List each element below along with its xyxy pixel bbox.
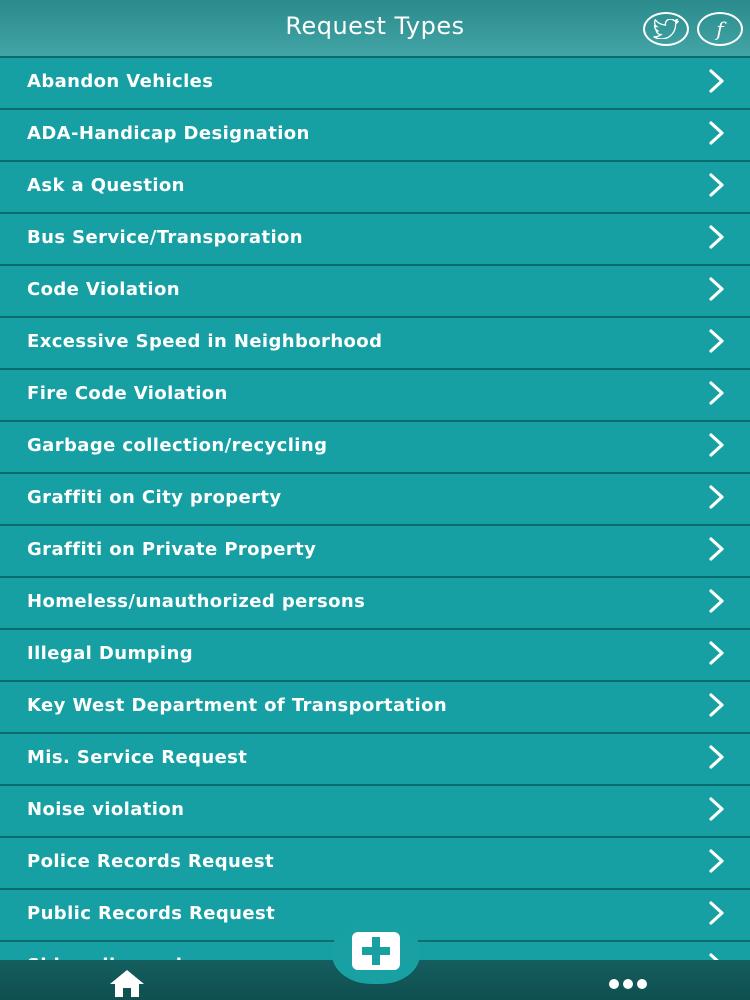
request-type-row[interactable]	[0, 524, 750, 576]
chevron-right-icon	[706, 640, 728, 666]
request-type-label: ADA-Handicap Designation	[27, 123, 310, 144]
plus-icon	[352, 932, 400, 970]
request-type-label: Police Records Request	[27, 851, 274, 872]
request-type-row[interactable]	[0, 212, 750, 264]
request-type-label: Abandon Vehicles	[27, 71, 214, 92]
facebook-button[interactable]	[697, 12, 743, 46]
chevron-right-icon	[706, 900, 728, 926]
chevron-right-icon	[706, 172, 728, 198]
request-type-label: Garbage collection/recycling	[27, 435, 328, 456]
twitter-icon	[653, 19, 679, 39]
twitter-button[interactable]	[643, 12, 689, 46]
request-type-label: Mis. Service Request	[27, 747, 248, 768]
plus-glyph	[362, 937, 390, 965]
request-type-label: Noise violation	[27, 799, 185, 820]
request-type-row[interactable]	[0, 836, 750, 888]
request-type-label: Graffiti on City property	[27, 487, 282, 508]
request-type-row[interactable]	[0, 784, 750, 836]
chevron-right-icon	[706, 484, 728, 510]
request-type-row[interactable]	[0, 108, 750, 160]
request-type-label: Illegal Dumping	[27, 643, 193, 664]
chevron-right-icon	[706, 796, 728, 822]
request-type-label: Key West Department of Transportation	[27, 695, 448, 716]
request-type-row[interactable]	[0, 160, 750, 212]
request-type-list	[0, 56, 750, 992]
page-title: Request Types	[285, 12, 465, 40]
request-type-label: Bus Service/Transporation	[27, 227, 304, 248]
chevron-right-icon	[706, 68, 728, 94]
request-type-label: Graffiti on Private Property	[27, 539, 317, 560]
home-icon[interactable]	[108, 968, 146, 998]
request-type-label: Fire Code Violation	[27, 383, 228, 404]
request-type-row[interactable]	[0, 576, 750, 628]
request-type-label: Ask a Question	[27, 175, 185, 196]
request-type-label: Excessive Speed in Neighborhood	[27, 331, 383, 352]
request-type-row[interactable]	[0, 628, 750, 680]
chevron-right-icon	[706, 848, 728, 874]
chevron-right-icon	[706, 328, 728, 354]
app-header	[0, 0, 750, 56]
chevron-right-icon	[706, 380, 728, 406]
chevron-right-icon	[706, 588, 728, 614]
facebook-icon: f	[716, 17, 724, 41]
add-request-button[interactable]	[332, 918, 420, 984]
request-type-row[interactable]	[0, 56, 750, 108]
request-type-row[interactable]	[0, 368, 750, 420]
request-type-row[interactable]	[0, 316, 750, 368]
chevron-right-icon	[706, 744, 728, 770]
chevron-right-icon	[706, 224, 728, 250]
chevron-right-icon	[706, 120, 728, 146]
request-type-label: Code Violation	[27, 279, 180, 300]
request-type-row[interactable]	[0, 680, 750, 732]
chevron-right-icon	[706, 536, 728, 562]
request-type-row[interactable]	[0, 264, 750, 316]
chevron-right-icon	[706, 276, 728, 302]
chevron-right-icon	[706, 692, 728, 718]
more-dots-icon[interactable]	[608, 978, 648, 990]
chevron-right-icon	[706, 432, 728, 458]
request-type-label: Public Records Request	[27, 903, 276, 924]
request-type-row[interactable]	[0, 420, 750, 472]
request-type-label: Homeless/unauthorized persons	[27, 591, 366, 612]
request-type-row[interactable]	[0, 472, 750, 524]
request-type-row[interactable]	[0, 732, 750, 784]
